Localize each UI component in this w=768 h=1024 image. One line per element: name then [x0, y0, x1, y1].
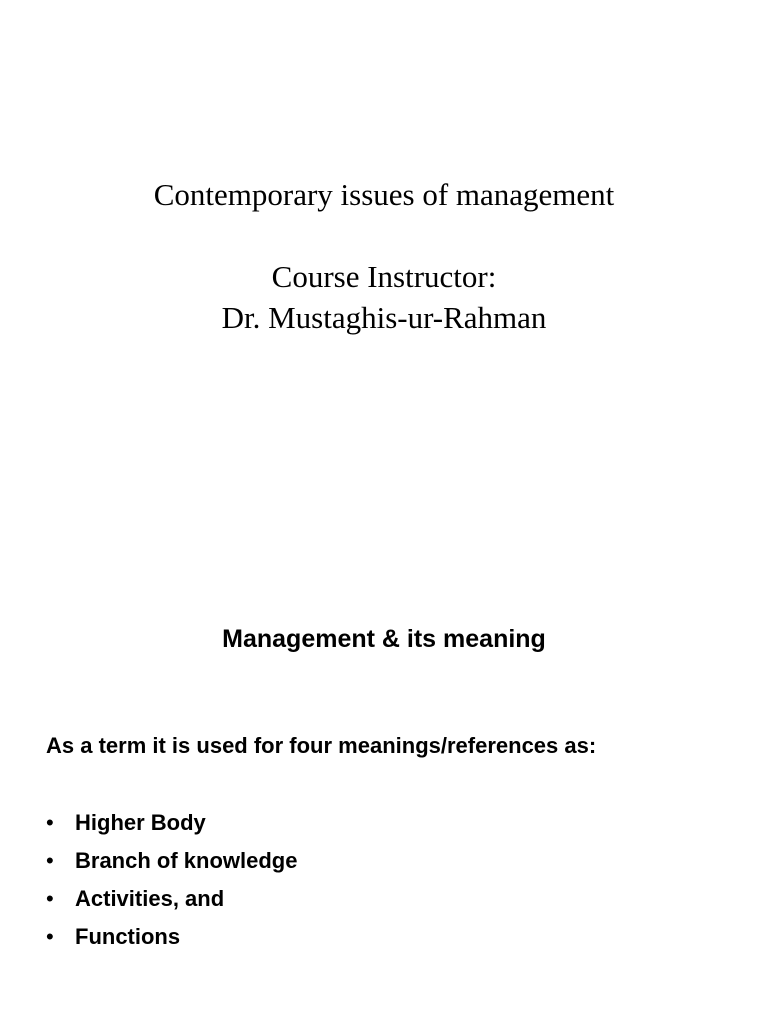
bullet-icon: • [46, 848, 54, 873]
bullet-list [46, 804, 297, 956]
slide-heading: Management & its meaning [222, 625, 546, 653]
bullet-text: Functions [75, 924, 181, 949]
bullet-text: Branch of knowledge [75, 848, 298, 873]
bullet-item-branch-of-knowledge [46, 842, 297, 880]
course-title: Contemporary issues of management [153, 177, 615, 212]
bullet-icon: • [46, 886, 54, 911]
bullet-text: Higher Body [75, 810, 206, 835]
instructor-name: Dr. Mustaghis-ur-Rahman [221, 300, 547, 335]
content-slide [0, 512, 768, 1024]
title-block [0, 174, 768, 338]
title-spacer [0, 215, 768, 256]
intro-text: As a term it is used for four meanings/references as: [46, 733, 597, 758]
bullet-text: Activities, and [75, 886, 225, 911]
bullet-item-activities [46, 880, 297, 918]
bullet-item-functions [46, 918, 297, 956]
bullet-item-higher-body [46, 804, 297, 842]
bullet-icon: • [46, 924, 54, 949]
instructor-label: Course Instructor: [271, 259, 497, 294]
bullet-icon: • [46, 810, 54, 835]
